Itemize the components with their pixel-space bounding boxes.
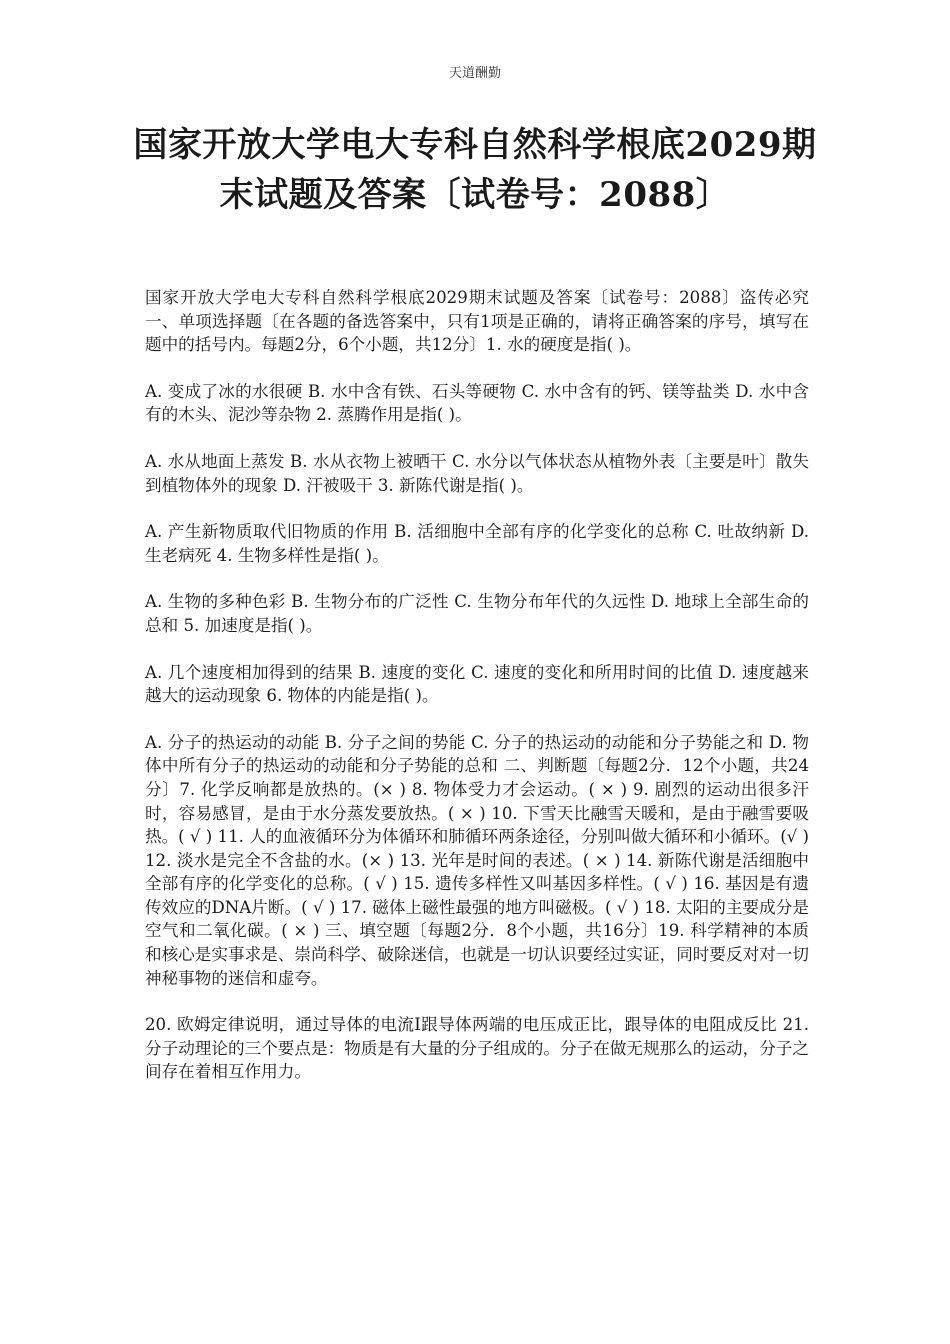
paragraph: 国家开放大学电大专科自然科学根底2029期末试题及答案〔试卷号：2088〕盗传必究 一、单项选择题〔在各题的备选答案中，只有1项是正确的，请将正确答案的序号，填写在题中的括号内。每题2分，6个小题，共12分〕1. 水的硬度是指( )。 [145, 288, 809, 355]
page-header: 天道酬勤 [448, 66, 501, 81]
paragraph: A. 生物的多种色彩 B. 生物分布的广泛性 C. 生物分布年代的久远性 D. 地球上全部生命的总和 5. 加速度是指( )。 [145, 592, 809, 635]
paragraph: A. 水从地面上蒸发 B. 水从衣物上被晒干 C. 水分以气体状态从植物外表〔主要是叶〕散失到植物体外的现象 D. 汗被吸干 3. 新陈代谢是指( )。 [145, 451, 809, 495]
paragraph: A. 产生新物质取代旧物质的作用 B. 活细胞中全部有序的化学变化的总称 C. 吐故纳新 D. 生老病死 4. 生物多样性是指( )。 [145, 522, 809, 565]
document-title: 国家开放大学电大专科自然科学根底2029期末试题及答案〔试卷号：2088〕 [133, 125, 817, 215]
paragraph: A. 分子的热运动的动能 B. 分子之间的势能 C. 分子的热运动的动能和分子势能之和 D. 物体中所有分子的热运动的动能和分子势能的总和 二、判断题〔每题2分．12个小题，共24分〕7. 化学反响都是放热的。(× ) 8. 物体受力才会运动。( × ) 9. 剧烈的运动出很多汗时，容易感冒，是由于水分蒸发要放热。( × ) 10. 下雪天比融雪天暖和，是由于融雪要吸热。( √ ) 11. 人的血液循环分为体循环和肺循环两条途径，分别叫做大循环和小循环。(√ ) 12. 淡水是完全不含盐的水。(× ) 13. 光年是时间的表述。( × ) 14. 新陈代谢是活细胞中全部有序的化学变化的总称。( √ ) 15. 遗传多样性又叫基因多样性。( √ ) 16. 基因是有遗传效应的DNA片断。( √ ) 17. 磁体上磁性最强的地方叫磁极。( √ ) 18. 太阳的主要成分是空气和二氧化碳。( × ) 三、填空题〔每题2分．8个小题，共16分〕19. 科学精神的本质和核心是实事求是、崇尚科学、破除迷信，也就是一切认识要经过实证，同时要反对对一切神秘事物的迷信和虚夸。 [145, 732, 809, 988]
paragraph: 20. 欧姆定律说明，通过导体的电流I跟导体两端的电压成正比，跟导体的电阻成反比 21. 分子动理论的三个要点是：物质是有大量的分子组成的。分子在做无规那么的运动，分子之间存在着相互作用力。 [145, 1015, 809, 1082]
paragraph: A. 几个速度相加得到的结果 B. 速度的变化 C. 速度的变化和所用时间的比值 D. 速度越来越大的运动现象 6. 物体的内能是指( )。 [145, 662, 809, 706]
paragraph: A. 变成了冰的水很硬 B. 水中含有铁、石头等硬物 C. 水中含有的钙、镁等盐类 D. 水中含有的木头、泥沙等杂物 2. 蒸腾作用是指( )。 [145, 381, 809, 425]
document-body [145, 286, 809, 1107]
